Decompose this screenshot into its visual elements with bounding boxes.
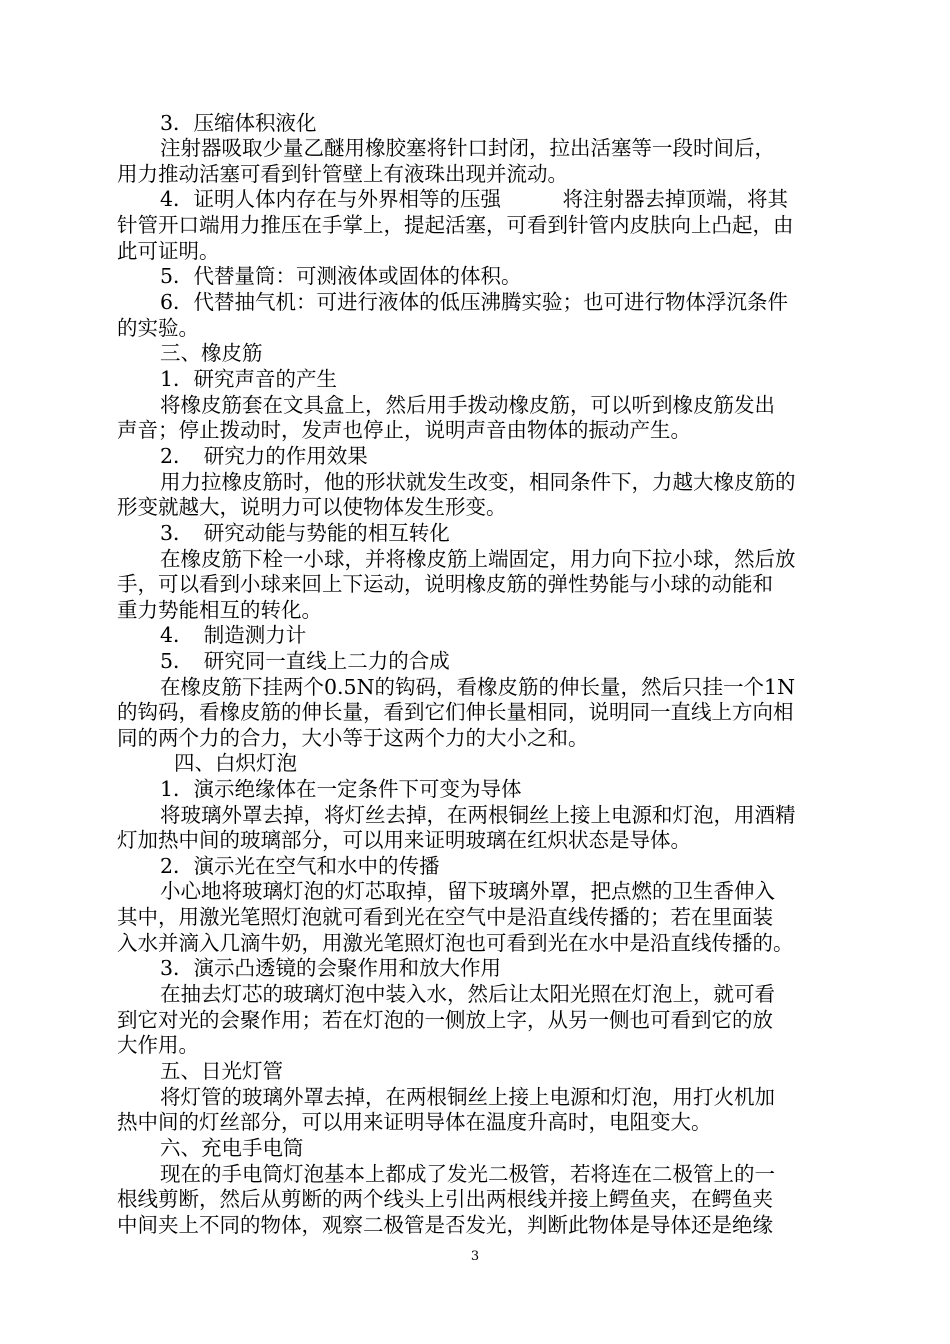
- text-line: 3． 研究动能与势能的相互转化: [160, 521, 450, 545]
- text-line: 大作用。: [117, 1033, 199, 1057]
- text-line: 在抽去灯芯的玻璃灯泡中装入水，然后让太阳光照在灯泡上，就可看: [160, 982, 775, 1006]
- text-line: 灯加热中间的玻璃部分，可以用来证明玻璃在红炽状态是导体。: [117, 828, 691, 852]
- text-line: 注射器吸取少量乙醚用橡胶塞将针口封闭，拉出活塞等一段时间后，: [160, 136, 775, 160]
- text-line: 到它对光的会聚作用；若在灯泡的一侧放上字，从另一侧也可看到它的放: [117, 1008, 773, 1032]
- text-line: 1．研究声音的产生: [160, 367, 338, 391]
- text-line: 同的两个力的合力，大小等于这两个力的大小之和。: [117, 726, 589, 750]
- text-line: 四、白炽灯泡: [174, 751, 297, 775]
- text-line: 形变就越大，说明力可以使物体发生形变。: [117, 495, 507, 519]
- text-line: 4．证明人体内存在与外界相等的压强 将注射器去掉顶端，将其: [160, 187, 789, 211]
- text-line: 六、充电手电筒: [160, 1136, 304, 1160]
- text-line: 现在的手电筒灯泡基本上都成了发光二极管，若将连在二极管上的一: [160, 1162, 775, 1186]
- text-line: 在橡皮筋下栓一小球，并将橡皮筋上端固定，用力向下拉小球，然后放: [160, 547, 796, 571]
- text-line: 重力势能相互的转化。: [117, 598, 322, 622]
- text-line: 2． 研究力的作用效果: [160, 444, 368, 468]
- text-line: 2．演示光在空气和水中的传播: [160, 854, 440, 878]
- text-line: 3．压缩体积液化: [160, 111, 317, 135]
- text-line: 手，可以看到小球来回上下运动，说明橡皮筋的弹性势能与小球的动能和: [117, 572, 773, 596]
- text-line: 6．代替抽气机：可进行液体的低压沸腾实验；也可进行物体浮沉条件: [160, 290, 789, 314]
- text-line: 中间夹上不同的物体，观察二极管是否发光，判断此物体是导体还是绝缘: [117, 1213, 773, 1237]
- text-line: 将橡皮筋套在文具盒上，然后用手拨动橡皮筋，可以听到橡皮筋发出: [160, 393, 775, 417]
- text-line: 3．演示凸透镜的会聚作用和放大作用: [160, 956, 502, 980]
- text-line: 5． 研究同一直线上二力的合成: [160, 649, 450, 673]
- text-line: 入水并滴入几滴牛奶，用激光笔照灯泡也可看到光在水中是沿直线传播的。: [117, 931, 794, 955]
- text-line: 4． 制造测力计: [160, 623, 307, 647]
- text-line: 声音；停止拨动时，发声也停止，说明声音由物体的振动产生。: [117, 418, 691, 442]
- text-line: 此可证明。: [117, 239, 220, 263]
- text-line: 小心地将玻璃灯泡的灯芯取掉，留下玻璃外罩，把点燃的卫生香伸入: [160, 879, 775, 903]
- text-line: 的实验。: [117, 316, 199, 340]
- text-line: 1．演示绝缘体在一定条件下可变为导体: [160, 777, 522, 801]
- text-line: 针管开口端用力推压在手掌上，提起活塞，可看到针管内皮肤向上凸起，由: [117, 213, 794, 237]
- text-line: 其中，用激光笔照灯泡就可看到光在空气中是沿直线传播的；若在里面装: [117, 905, 773, 929]
- text-line: 热中间的灯丝部分，可以用来证明导体在温度升高时，电阻变大。: [117, 1110, 712, 1134]
- page-number: 3: [470, 1249, 480, 1264]
- text-line: 五、日光灯管: [160, 1059, 283, 1083]
- text-line: 的钩码，看橡皮筋的伸长量，看到它们伸长量相同，说明同一直线上方向相: [117, 700, 794, 724]
- text-line: 根线剪断，然后从剪断的两个线头上引出两根线并接上鳄鱼夹，在鳄鱼夹: [117, 1187, 773, 1211]
- text-line: 三、橡皮筋: [160, 341, 263, 365]
- text-line: 将灯管的玻璃外罩去掉，在两根铜丝上接上电源和灯泡，用打火机加: [160, 1085, 775, 1109]
- text-line: 用力推动活塞可看到针管壁上有液珠出现并流动。: [117, 162, 568, 186]
- text-line: 用力拉橡皮筋时，他的形状就发生改变，相同条件下，力越大橡皮筋的: [160, 470, 796, 494]
- text-line: 将玻璃外罩去掉，将灯丝去掉，在两根铜丝上接上电源和灯泡，用酒精: [160, 803, 796, 827]
- text-line: 5．代替量筒：可测液体或固体的体积。: [160, 264, 522, 288]
- text-line: 在橡皮筋下挂两个0.5N的钩码，看橡皮筋的伸长量，然后只挂一个1N: [160, 675, 796, 699]
